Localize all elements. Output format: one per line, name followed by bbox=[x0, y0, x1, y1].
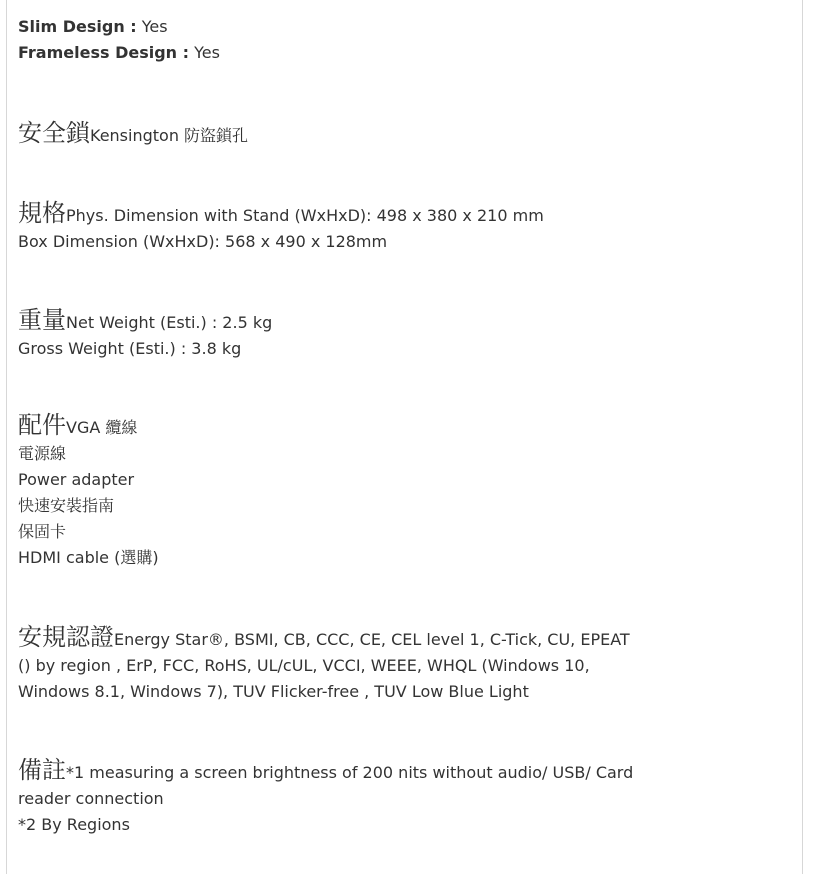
frameless-design-value: Yes bbox=[194, 43, 220, 62]
weight-heading: 重量 bbox=[18, 306, 66, 334]
spec-dimensions bbox=[18, 198, 678, 255]
accessory-item: Power adapter bbox=[18, 470, 135, 489]
dimensions-heading: 規格 bbox=[18, 199, 66, 227]
dimensions-line-1: Phys. Dimension with Stand (WxHxD): 498 x 380 x 210 mm bbox=[66, 206, 544, 225]
accessory-item: 電源線 bbox=[18, 444, 67, 463]
slim-design-label: Slim Design : bbox=[18, 17, 137, 36]
certifications-heading: 安規認證 bbox=[18, 623, 114, 651]
certifications-line-3: Windows 8.1, Windows 7), TUV Flicker-free , TUV Low Blue Light bbox=[18, 682, 529, 701]
slim-design-value: Yes bbox=[141, 17, 168, 36]
weight-line-2: Gross Weight (Esti.) : 3.8 kg bbox=[18, 339, 242, 358]
spec-certifications bbox=[18, 622, 678, 705]
spec-weight bbox=[18, 305, 678, 362]
notes-row-1 bbox=[18, 755, 678, 786]
weight-line-1: Net Weight (Esti.) : 2.5 kg bbox=[66, 313, 273, 332]
certifications-row-1 bbox=[18, 622, 678, 653]
security-lock-row bbox=[18, 118, 678, 149]
spec-top bbox=[18, 14, 658, 66]
accessories-row-1 bbox=[18, 410, 678, 441]
spec-notes bbox=[18, 755, 678, 838]
accessories-line-1: VGA 纜線 bbox=[66, 418, 138, 437]
notes-line-1: *1 measuring a screen brightness of 200 nits without audio/ USB/ Card bbox=[66, 763, 634, 782]
accessory-item: HDMI cable (選購) bbox=[18, 548, 159, 567]
certifications-line-2: () by region , ErP, FCC, RoHS, UL/cUL, VCCI, WEEE, WHQL (Windows 10, bbox=[18, 656, 590, 675]
accessories-heading: 配件 bbox=[18, 411, 66, 439]
notes-heading: 備註 bbox=[18, 756, 66, 784]
security-lock-heading: 安全鎖 bbox=[18, 119, 90, 147]
dimensions-line-2: Box Dimension (WxHxD): 568 x 490 x 128mm bbox=[18, 232, 388, 251]
dimensions-row-1 bbox=[18, 198, 678, 229]
notes-line-3: *2 By Regions bbox=[18, 815, 130, 834]
spec-accessories bbox=[18, 410, 678, 571]
accessory-item: 快速安裝指南 bbox=[18, 496, 115, 515]
certifications-line-1: Energy Star®, BSMI, CB, CCC, CE, CEL level 1, C-Tick, CU, EPEAT bbox=[114, 630, 630, 649]
notes-line-2: reader connection bbox=[18, 789, 164, 808]
spec-security-lock bbox=[18, 118, 678, 149]
frameless-design-label: Frameless Design : bbox=[18, 43, 190, 62]
accessory-item: 保固卡 bbox=[18, 522, 67, 541]
weight-row-1 bbox=[18, 305, 678, 336]
slim-design-row bbox=[18, 14, 658, 40]
frameless-design-row bbox=[18, 40, 658, 66]
security-lock-text: Kensington 防盜鎖孔 bbox=[90, 126, 249, 145]
